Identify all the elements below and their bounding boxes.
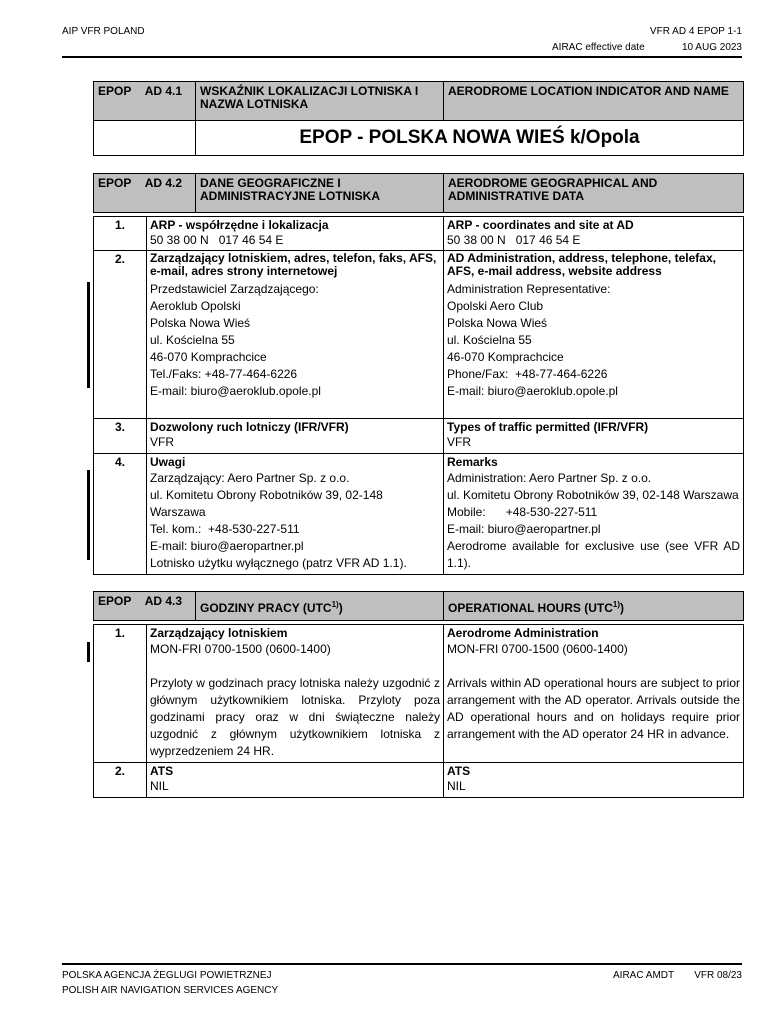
item-en-line: ul. Kościelna 55 <box>447 333 532 347</box>
item-pl-line: 50 38 00 N 017 46 54 E <box>150 233 284 247</box>
section-ad-4-1 <box>93 81 744 156</box>
item-pl-cell <box>147 251 444 419</box>
item-en-cell <box>444 419 744 454</box>
title-close: ) <box>338 600 343 615</box>
aerodrome-code: EPOP <box>98 84 132 98</box>
section-code-cell <box>94 592 196 621</box>
title-close: ) <box>620 600 625 615</box>
aerodrome-name: EPOP - POLSKA NOWA WIEŚ k/Opola <box>196 121 744 156</box>
change-bar <box>87 282 90 388</box>
item-en-heading: Types of traffic permitted (IFR/VFR) <box>447 420 649 434</box>
table-row <box>94 625 744 763</box>
item-pl-line: ul. Komitetu Obrony Robotników 39, 02-148 Warszawa <box>150 488 387 519</box>
item-en-line: Mobile: +48-530-227-511 <box>447 505 598 519</box>
change-bar <box>87 642 90 662</box>
item-pl-heading: ATS <box>150 764 174 778</box>
item-en-line: Polska Nowa Wieś <box>447 316 548 330</box>
item-en-line: E-mail: biuro@aeropartner.pl <box>447 522 601 536</box>
section-title-pl: WSKAŹNIK LOKALIZACJI LOTNISKA I NAZWA LOTNISKA <box>196 82 444 121</box>
item-pl-line: Przedstawiciel Zarządzającego: <box>150 282 319 296</box>
footer-amdt-label: AIRAC AMDT <box>613 970 675 981</box>
footer-amdt-number: VFR 08/23 <box>694 970 742 981</box>
footnote-marker: 1) <box>331 599 339 609</box>
table-row <box>94 763 744 798</box>
item-en-line: Aerodrome available for exclusive use (see VFR AD 1.1). <box>447 539 744 570</box>
title-en-text: OPERATIONAL HOURS (UTC <box>448 600 613 615</box>
section-number: AD 4.3 <box>144 594 183 608</box>
item-en-heading: AD Administration, address, telephone, telefax, AFS, e-mail address, website address <box>447 251 719 278</box>
item-en-heading: Remarks <box>447 455 498 469</box>
footer-rule <box>62 963 742 965</box>
item-en-heading: ATS <box>447 764 471 778</box>
item-pl-heading: Uwagi <box>150 455 186 469</box>
item-pl-cell <box>147 419 444 454</box>
item-pl-heading: Zarządzający lotniskiem <box>150 626 288 640</box>
item-pl-heading: Dozwolony ruch lotniczy (IFR/VFR) <box>150 420 349 434</box>
item-number: 3. <box>94 419 147 454</box>
section-title-en: AERODROME LOCATION INDICATOR AND NAME <box>444 82 744 121</box>
doc-header-page-id: VFR AD 4 EPOP 1-1 <box>649 26 742 37</box>
empty-cell <box>94 121 196 156</box>
item-pl-line: ul. Kościelna 55 <box>150 333 235 347</box>
section-ad-4-2-header <box>93 173 744 213</box>
item-pl-line: Polska Nowa Wieś <box>150 316 251 330</box>
item-number: 1. <box>94 625 147 763</box>
item-pl-heading: ARP - współrzędne i lokalizacja <box>150 218 329 232</box>
section-title-pl <box>196 592 444 621</box>
table-row <box>94 454 744 575</box>
section-ad-4-3-header <box>93 591 744 621</box>
item-pl-line: E-mail: biuro@aeropartner.pl <box>150 539 304 553</box>
aerodrome-code: EPOP <box>98 176 132 190</box>
aerodrome-code: EPOP <box>98 594 132 608</box>
item-pl-line: Tel./Faks: +48-77-464-6226 <box>150 367 298 381</box>
item-en-cell <box>444 763 744 798</box>
table-row <box>94 251 744 419</box>
footer-agency-pl: POLSKA AGENCJA ŻEGLUGI POWIETRZNEJ <box>62 970 272 981</box>
item-en-text: Arrivals within AD operational hours are subject to prior arrangement with the AD operator. Arrivals outside the AD operational hours and on holidays require prior arrangement with the AD operator 24 HR in advance. <box>447 676 740 741</box>
doc-header-left: AIP VFR POLAND <box>62 26 145 37</box>
item-en-cell <box>444 217 744 251</box>
item-en-cell <box>444 454 744 575</box>
item-pl-cell <box>147 454 444 575</box>
item-en-line: Phone/Fax: +48-77-464-6226 <box>447 367 608 381</box>
item-pl-cell <box>147 217 444 251</box>
item-pl-cell <box>147 625 444 763</box>
item-pl-line: Aeroklub Opolski <box>150 299 241 313</box>
footer-agency-en: POLISH AIR NAVIGATION SERVICES AGENCY <box>62 985 279 996</box>
item-en-line: Administration: Aero Partner Sp. z o.o. <box>447 471 652 485</box>
section-code-cell <box>94 82 196 121</box>
section-code-cell <box>94 174 196 213</box>
item-number: 4. <box>94 454 147 575</box>
item-pl-line: E-mail: biuro@aeroklub.opole.pl <box>150 384 321 398</box>
table-row <box>94 217 744 251</box>
item-en-cell <box>444 625 744 763</box>
item-pl-line: Zarządzający: Aero Partner Sp. z o.o. <box>150 471 350 485</box>
item-en-hours: MON-FRI 0700-1500 (0600-1400) <box>447 642 628 656</box>
change-bar <box>87 470 90 560</box>
item-pl-heading: Zarządzający lotniskiem, adres, telefon, faks, AFS, e-mail, adres strony internetowej <box>150 251 440 278</box>
section-title-pl: DANE GEOGRAFICZNE I ADMINISTRACYJNE LOTNISKA <box>196 174 444 213</box>
item-pl-line: VFR <box>150 435 174 449</box>
section-title-en <box>444 592 744 621</box>
table-row <box>94 419 744 454</box>
item-en-line: 50 38 00 N 017 46 54 E <box>447 233 581 247</box>
item-pl-line: Tel. kom.: +48-530-227-511 <box>150 522 300 536</box>
section-number: AD 4.1 <box>144 84 183 98</box>
airac-label: AIRAC effective date <box>552 42 645 53</box>
item-en-line: E-mail: biuro@aeroklub.opole.pl <box>447 384 618 398</box>
item-number: 2. <box>94 251 147 419</box>
item-en-line: Administration Representative: <box>447 282 611 296</box>
item-en-line: ul. Komitetu Obrony Robotników 39, 02-148 Warszawa <box>447 488 739 502</box>
item-pl-hours: MON-FRI 0700-1500 (0600-1400) <box>150 642 331 656</box>
item-en-line: 46-070 Komprachcice <box>447 350 564 364</box>
item-number: 2. <box>94 763 147 798</box>
header-rule <box>62 56 742 58</box>
title-pl-text: GODZINY PRACY (UTC <box>200 600 332 615</box>
item-pl-text: Przyloty w godzinach pracy lotniska należy uzgodnić z głównym użytkownikiem lotniska. Przyloty poza godzinami pracy oraz w dni świąteczne należy uzgodnić z głównym użytkownikiem lotniska z wyprzedzeniem 24 HR. <box>150 676 440 758</box>
section-title-en: AERODROME GEOGRAPHICAL AND ADMINISTRATIVE DATA <box>444 174 744 213</box>
item-pl-value: NIL <box>150 779 169 793</box>
item-en-cell <box>444 251 744 419</box>
item-en-line: Opolski Aero Club <box>447 299 544 313</box>
item-en-value: NIL <box>447 779 466 793</box>
item-pl-line: 46-070 Komprachcice <box>150 350 267 364</box>
footnote-marker: 1) <box>612 599 621 609</box>
item-en-heading: ARP - coordinates and site at AD <box>447 218 634 232</box>
item-pl-cell <box>147 763 444 798</box>
item-number: 1. <box>94 217 147 251</box>
item-en-line: VFR <box>447 435 471 449</box>
section-ad-4-3-table <box>93 624 744 798</box>
airac-date: 10 AUG 2023 <box>681 42 742 53</box>
item-en-heading: Aerodrome Administration <box>447 626 599 640</box>
section-number: AD 4.2 <box>144 176 183 190</box>
section-ad-4-2-table <box>93 216 744 575</box>
item-pl-line: Lotnisko użytku wyłącznego (patrz VFR AD 1.1). <box>150 556 407 570</box>
